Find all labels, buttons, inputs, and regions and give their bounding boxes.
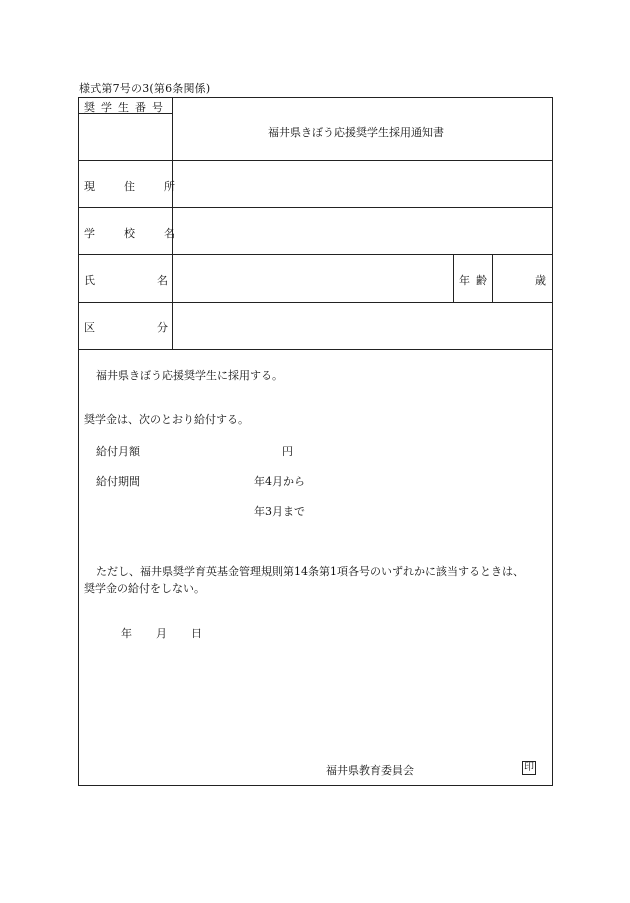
school-label-text: 学校名 [84,227,204,240]
name-label [84,272,230,288]
date-month: 月 [156,627,167,640]
period-from: 年4月から [254,475,305,488]
form-number: 様式第7号の3(第6条関係) [79,82,211,95]
address-label [84,178,204,194]
yen-unit: 円 [282,445,293,458]
age-label [459,272,493,288]
school-label [84,225,204,241]
proviso-line-2: 奨学金の給付をしない。 [84,582,205,595]
date-day: 日 [191,627,202,640]
payment-intro: 奨学金は、次のとおり給付する。 [84,413,249,426]
seal-mark: 印 [524,762,534,773]
divider [78,254,553,255]
issuer-name: 福井県教育委員会 [326,764,414,777]
age-label-text: 年齢 [459,274,493,287]
divider [453,254,454,302]
divider [78,302,553,303]
document-title: 福井県きぼう応援奨学生採用通知書 [268,126,444,139]
scholar-number-text: 奨学生番号 [84,101,169,114]
period-label: 給付期間 [96,475,140,488]
form-frame [78,97,553,786]
date-year: 年 [121,627,132,640]
divider [78,207,553,208]
age-unit: 歳 [535,274,546,287]
scholar-number-label [84,99,169,115]
name-label-text: 氏名 [84,274,230,287]
divider [78,349,553,350]
divider [172,97,173,349]
monthly-amount-label: 給付月額 [96,445,140,458]
adoption-statement: 福井県きぼう応援奨学生に採用する。 [96,369,283,382]
category-label-text: 区分 [84,321,230,334]
divider [78,160,553,161]
address-label-text: 現住所 [84,180,204,193]
period-to: 年3月まで [254,505,305,518]
proviso-line-1: ただし、福井県奨学育英基金管理規則第14条第1項各号のいずれかに該当するときは、 [96,565,524,578]
category-label [84,319,230,335]
